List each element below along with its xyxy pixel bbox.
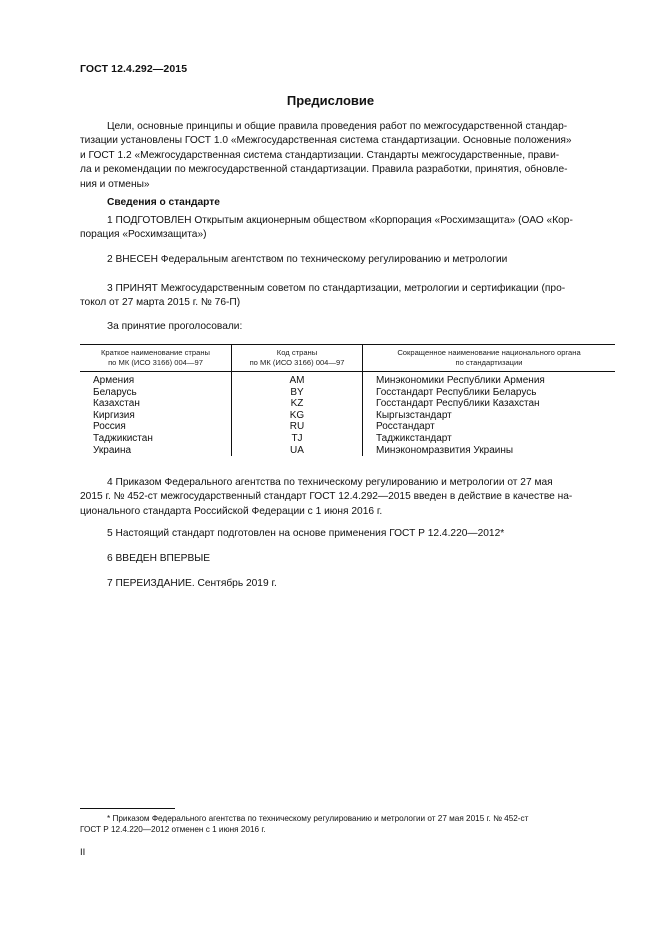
table-row <box>80 372 615 387</box>
document-header: ГОСТ 12.4.292—2015 <box>80 63 188 75</box>
footnote-line: ГОСТ Р 12.4.220—2012 отменен с 1 июня 2016 г. <box>80 825 266 835</box>
organization-cell: Госстандарт Республики Беларусь <box>363 387 616 399</box>
item-5-text: 5 Настоящий стандарт подготовлен на основе применения ГОСТ Р 12.4.220—2012* <box>107 528 505 539</box>
table-row <box>80 398 615 410</box>
intro-line: Цели, основные принципы и общие правила проведения работ по межгосударственной стандар- <box>107 121 568 132</box>
header-code-line2: по МК (ИСО 3166) 004—97 <box>249 357 345 367</box>
table-row <box>80 433 615 445</box>
organization-cell: Росстандарт <box>363 421 616 433</box>
organization-cell: Кыргызстандарт <box>363 410 616 422</box>
voting-table <box>80 344 615 456</box>
item-1-line: порация «Росхимзащита») <box>80 229 207 241</box>
organization-cell: Минэкономразвития Украины <box>363 445 616 457</box>
header-code <box>232 345 363 372</box>
organization-cell: Таджикстандарт <box>363 433 616 445</box>
item-2 <box>80 253 615 267</box>
table-row <box>80 410 615 422</box>
country-cell: Беларусь <box>93 386 137 398</box>
item-4-line: 2015 г. № 452-ст межгосударственный стандарт ГОСТ 12.4.292—2015 введен в действие в качестве на- <box>80 491 573 503</box>
header-org-line2: по стандартизации <box>455 357 523 367</box>
table-row <box>80 421 615 433</box>
country-cell: Таджикистан <box>93 432 153 444</box>
item-7-text: 7 ПЕРЕИЗДАНИЕ. Сентябрь 2019 г. <box>107 578 277 589</box>
item-3 <box>80 282 615 311</box>
country-cell: Киргизия <box>93 409 135 421</box>
item-5 <box>80 527 615 541</box>
country-cell: Казахстан <box>93 398 140 410</box>
footnote-line: * Приказом Федерального агентства по техническому регулированию и метрологии от 27 мая 2015 г. № 452-ст <box>107 814 529 823</box>
item-6 <box>80 552 615 566</box>
intro-line: ла и рекомендации по межгосударственной стандартизации. Правила разработки, принятия, обновле- <box>80 164 568 176</box>
intro-line: тизации установлены ГОСТ 1.0 «Межгосударственная система стандартизации. Основные положения» <box>80 135 572 147</box>
code-cell: RU <box>232 421 363 433</box>
header-code-line1: Код страны <box>276 348 318 357</box>
item-3-line: 3 ПРИНЯТ Межгосударственным советом по стандартизации, метрологии и сертификации (про- <box>107 283 566 294</box>
code-cell: AM <box>232 372 363 387</box>
page-title: Предисловие <box>286 93 375 108</box>
page-number: II <box>80 847 86 858</box>
intro-line: ния и отмены» <box>80 178 150 190</box>
item-4-line: 4 Приказом Федерального агентства по техническому регулированию и метрологии от 27 мая <box>107 477 553 488</box>
table-header-row <box>80 345 615 372</box>
intro-paragraph <box>80 120 615 192</box>
intro-line: и ГОСТ 1.2 «Межгосударственная система стандартизации. Стандарты межгосударственные, прави- <box>80 149 560 161</box>
header-organization <box>363 345 616 372</box>
code-cell: TJ <box>232 433 363 445</box>
header-country <box>80 345 232 372</box>
item-7 <box>80 577 615 591</box>
footnote <box>80 813 615 836</box>
header-country-line2: по МК (ИСО 3166) 004—97 <box>108 357 203 367</box>
organization-cell: Минэкономики Республики Армения <box>363 372 616 387</box>
table-row <box>80 387 615 399</box>
footnote-divider <box>80 808 175 809</box>
country-cell: Украина <box>93 444 132 456</box>
country-cell: Армения <box>93 375 135 386</box>
country-cell: Россия <box>93 421 126 433</box>
table-row <box>80 445 615 457</box>
header-org-line1: Сокращенное наименование национального органа <box>397 348 581 357</box>
item-6-text: 6 ВВЕДЕН ВПЕРВЫЕ <box>107 553 211 564</box>
code-cell: KG <box>232 410 363 422</box>
item-4-line: ционального стандарта Российской Федерации с 1 июня 2016 г. <box>80 505 383 517</box>
code-cell: KZ <box>232 398 363 410</box>
voted-label-text: За принятие проголосовали: <box>107 321 243 332</box>
item-2-text: 2 ВНЕСЕН Федеральным агентством по техническому регулированию и метрологии <box>107 254 508 265</box>
item-4 <box>80 476 615 519</box>
code-cell: BY <box>232 387 363 399</box>
organization-cell: Госстандарт Республики Казахстан <box>363 398 616 410</box>
item-1-line: 1 ПОДГОТОВЛЕН Открытым акционерным обществом «Корпорация «Росхимзащита» (ОАО «Кор- <box>107 215 573 226</box>
voted-label <box>80 320 615 334</box>
item-1 <box>80 214 615 243</box>
header-country-line1: Краткое наименование страны <box>101 348 210 357</box>
code-cell: UA <box>232 445 363 457</box>
info-heading: Сведения о стандарте <box>107 197 220 208</box>
item-3-line: токол от 27 марта 2015 г. № 76-П) <box>80 297 241 309</box>
